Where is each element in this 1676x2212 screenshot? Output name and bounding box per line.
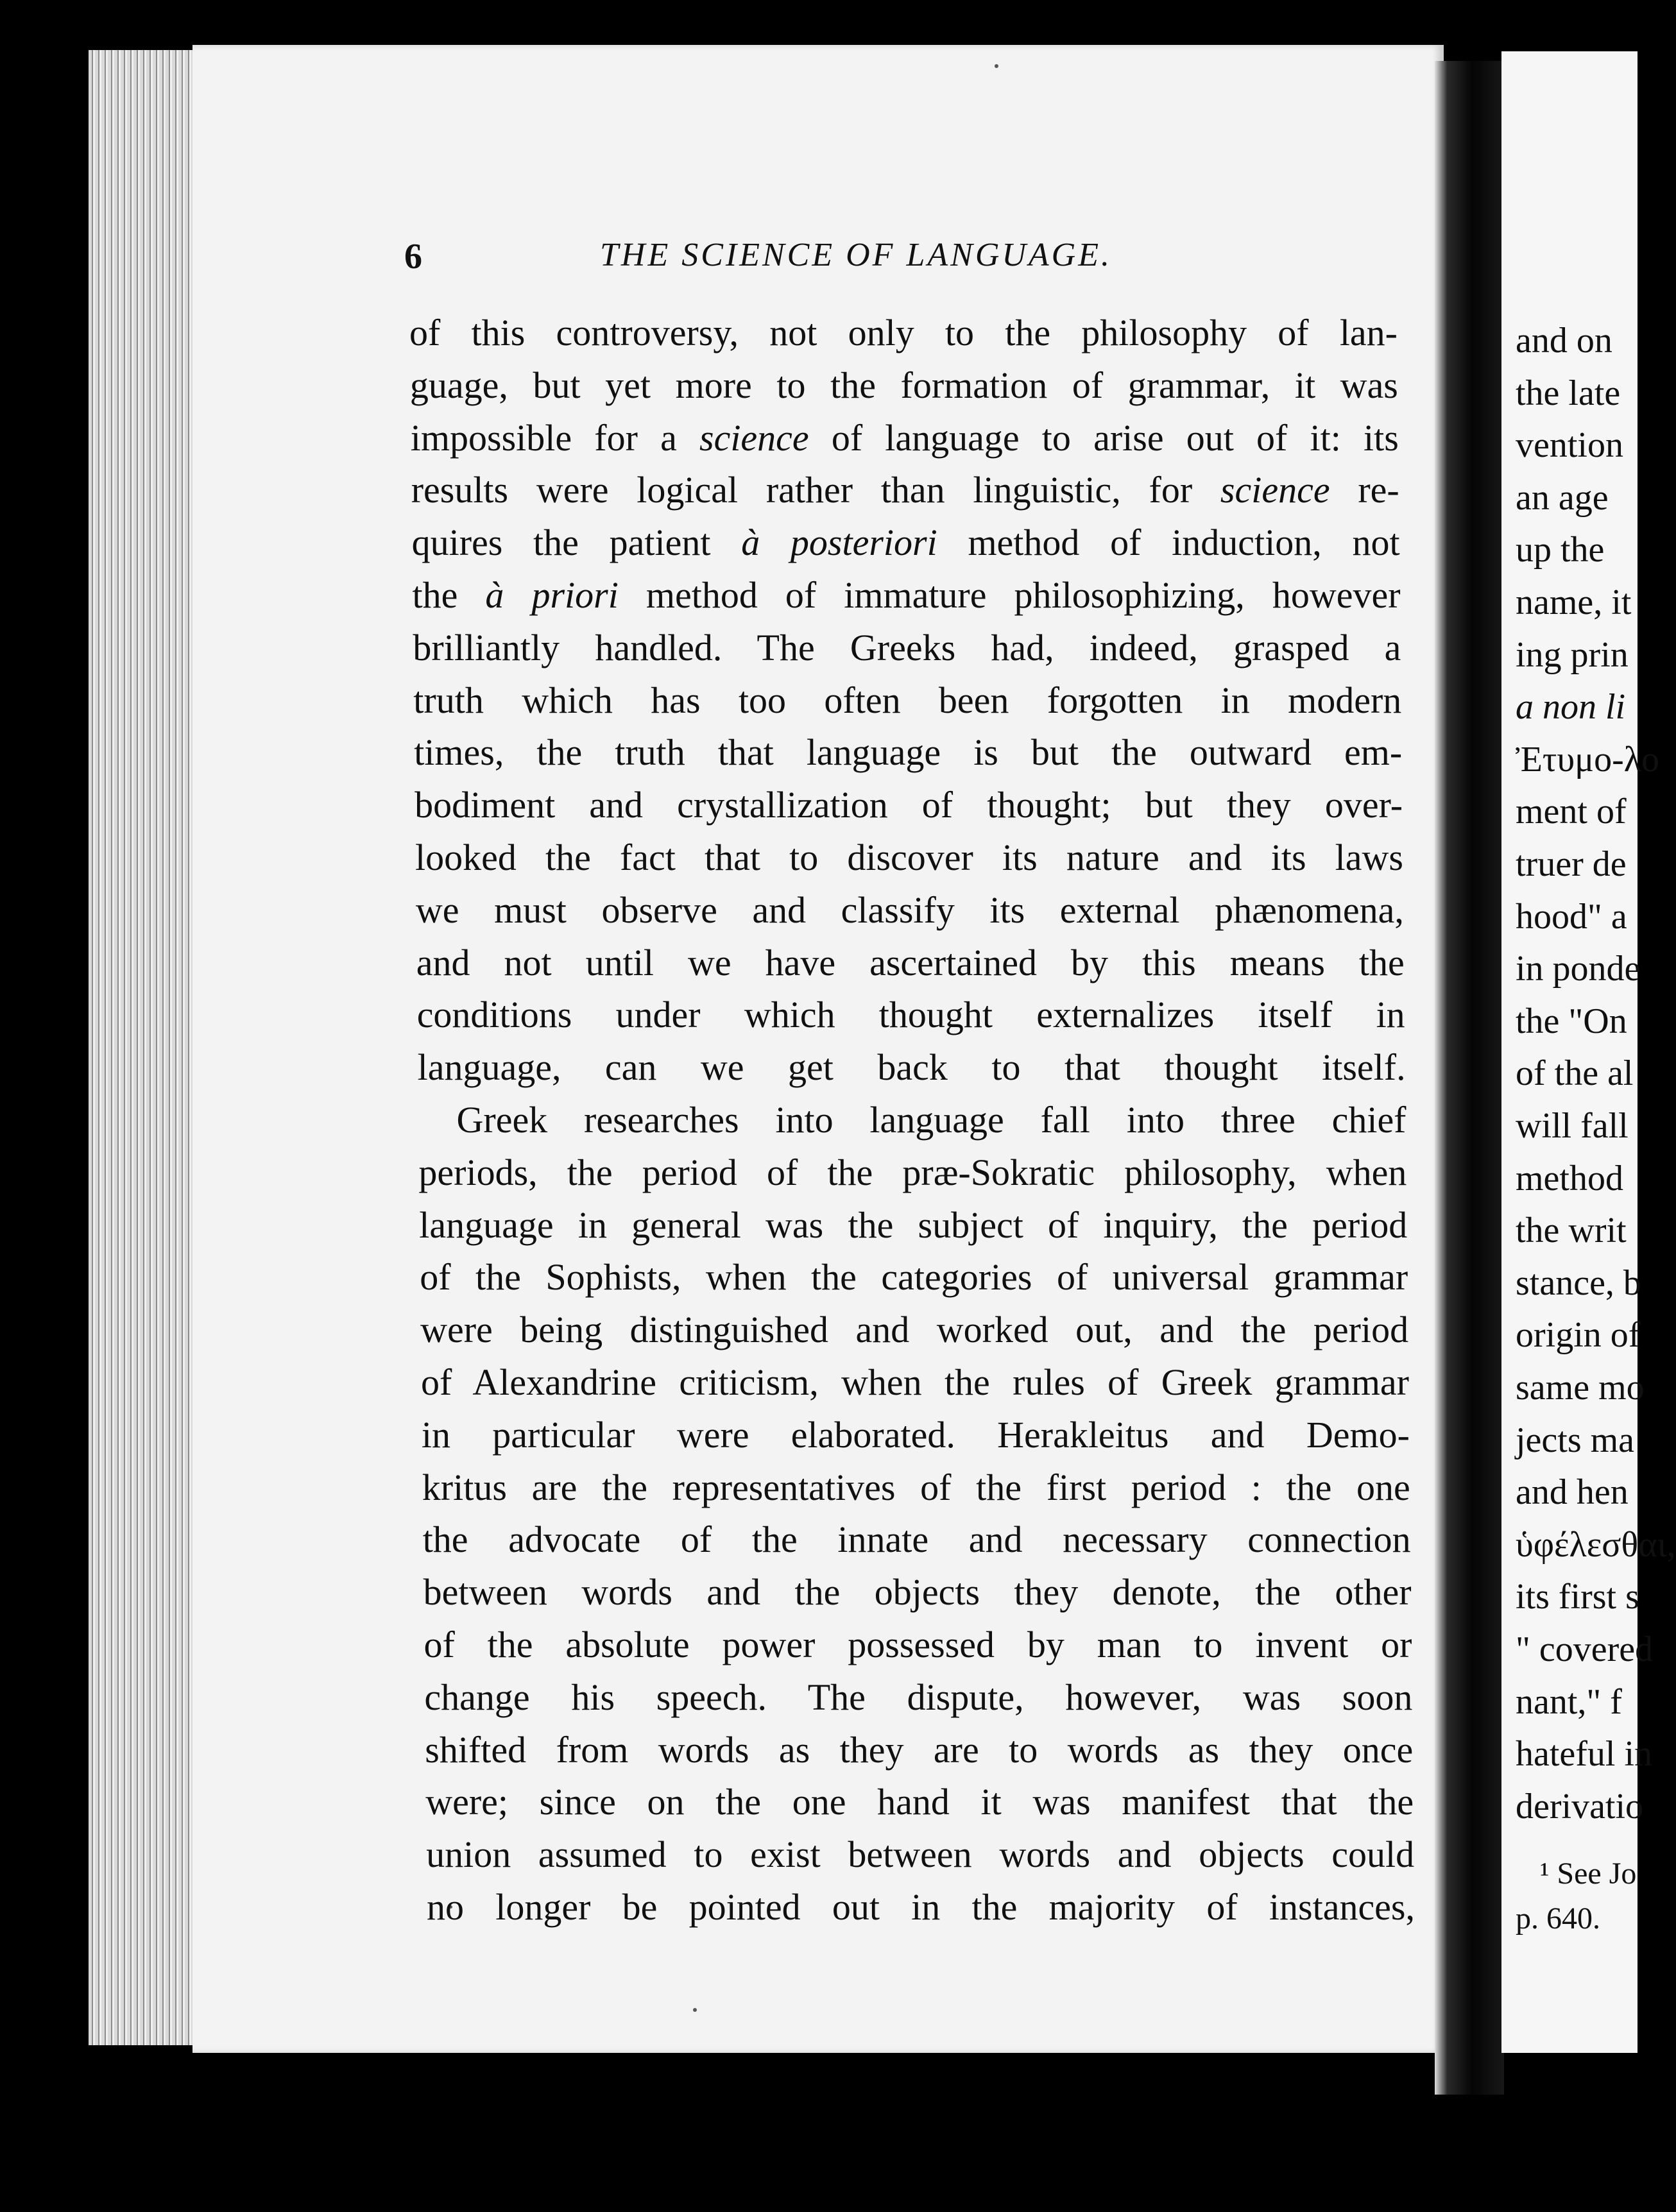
facing-page-line: will fall <box>1516 1106 1629 1146</box>
text-line: of this controversy, not only to the philosophy of lan- <box>409 312 1398 353</box>
text-line: bodiment and crystallization of thought; but they over- <box>415 784 1403 826</box>
text-line: guage, but yet more to the formation of grammar, it was <box>409 364 1398 406</box>
facing-page-line: hateful in <box>1516 1734 1653 1774</box>
text-line: shifted from words as they are to words as they once <box>425 1728 1414 1771</box>
facing-page-line: name, it <box>1516 583 1632 622</box>
facing-page-line: the writ <box>1516 1211 1627 1251</box>
running-head: THE SCIENCE OF LANGUAGE. <box>600 237 1112 273</box>
facing-page-line: its first s <box>1516 1577 1639 1617</box>
facing-page-line: a non li <box>1516 687 1626 727</box>
text-line: we must observe and classify its external phænomena, <box>415 889 1404 931</box>
facing-page-line: method <box>1516 1158 1623 1198</box>
facing-page-line: " covered <box>1516 1629 1654 1669</box>
text-line: quires the patient à posteriori method of induction, not <box>411 522 1400 564</box>
text-line: Greek researches into language fall into three chief <box>456 1099 1407 1141</box>
text-line: brilliantly handled. The Greeks had, indeed, grasped a <box>413 626 1401 668</box>
facing-page-line: same mo <box>1516 1368 1645 1408</box>
facing-page-line: jects ma <box>1516 1420 1635 1460</box>
facing-page-line: ment of <box>1516 792 1627 832</box>
text-line: were being distinguished and worked out, and the period <box>420 1309 1409 1351</box>
facing-page-line: origin of <box>1516 1315 1641 1356</box>
text-line: change his speech. The dispute, however, was soon <box>424 1676 1413 1718</box>
facing-page-line: hood" a <box>1516 896 1627 937</box>
facing-page-line: the "On <box>1516 1001 1627 1041</box>
facing-page-line: the late <box>1516 373 1621 413</box>
text-line: were; since on the one hand it was manifest that the <box>425 1781 1414 1823</box>
text-line: between words and the objects they denote, the other <box>423 1571 1412 1613</box>
text-line: no longer be pointed out in the majority of instances, <box>427 1886 1415 1928</box>
text-line: impossible for a science of language to arise out of it: its <box>410 416 1399 459</box>
text-line: periods, the period of the præ-Sokratic philosophy, when <box>418 1151 1407 1193</box>
text-line: conditions under which thought externalizes itself in <box>416 994 1405 1036</box>
text-line: the advocate of the innate and necessary connection <box>422 1519 1411 1561</box>
text-line: union assumed to exist between words and objects could <box>426 1833 1415 1876</box>
facing-page-line: ing prin <box>1516 634 1629 675</box>
text-line: truth which has too often been forgotten in modern <box>413 679 1402 721</box>
text-line: in particular were elaborated. Herakleitus and Demo- <box>421 1413 1410 1456</box>
text-line: language in general was the subject of inquiry, the period <box>419 1204 1408 1246</box>
text-line: times, the truth that language is but the outward em- <box>414 731 1403 774</box>
facing-page-line: in ponde <box>1516 949 1641 989</box>
text-line: kritus are the representatives of the first period : the one <box>422 1466 1410 1508</box>
text-line: looked the fact that to discover its nature and its laws <box>415 837 1403 878</box>
text-line: of Alexandrine criticism, when the rules of Greek grammar <box>421 1361 1409 1403</box>
facing-page-footnote: p. 640. <box>1516 1901 1600 1936</box>
facing-page-line: nant," f <box>1516 1681 1622 1722</box>
facing-page-line: up the <box>1516 530 1605 570</box>
text-line: results were logical rather than linguistic, for science re- <box>411 469 1399 511</box>
text-line: language, can we get back to that thought itself. <box>417 1046 1406 1089</box>
facing-page-line: truer de <box>1516 844 1627 884</box>
text-line: the à priori method of immature philosophizing, however <box>412 574 1401 616</box>
facing-page-line: of the al <box>1516 1053 1634 1094</box>
facing-page-line: derivatio <box>1516 1786 1644 1826</box>
facing-page-line: Ἐτυμο-λο <box>1516 739 1659 779</box>
text-line: of the absolute power possessed by man to invent or <box>423 1624 1412 1665</box>
facing-page-line: and on <box>1516 321 1612 361</box>
facing-page-line: ὑφέλεσθαι, <box>1516 1524 1676 1565</box>
facing-page-line: vention <box>1516 425 1623 466</box>
text-line: of the Sophists, when the categories of universal grammar <box>420 1256 1408 1298</box>
facing-page-line: and hen <box>1516 1472 1629 1513</box>
facing-page-line: an age <box>1516 477 1609 518</box>
facing-page-footnote: ¹ See Jo <box>1540 1857 1637 1891</box>
page-number: 6 <box>404 237 422 276</box>
facing-page-line: stance, b <box>1516 1263 1641 1303</box>
text-line: and not until we have ascertained by this means the <box>416 941 1405 983</box>
